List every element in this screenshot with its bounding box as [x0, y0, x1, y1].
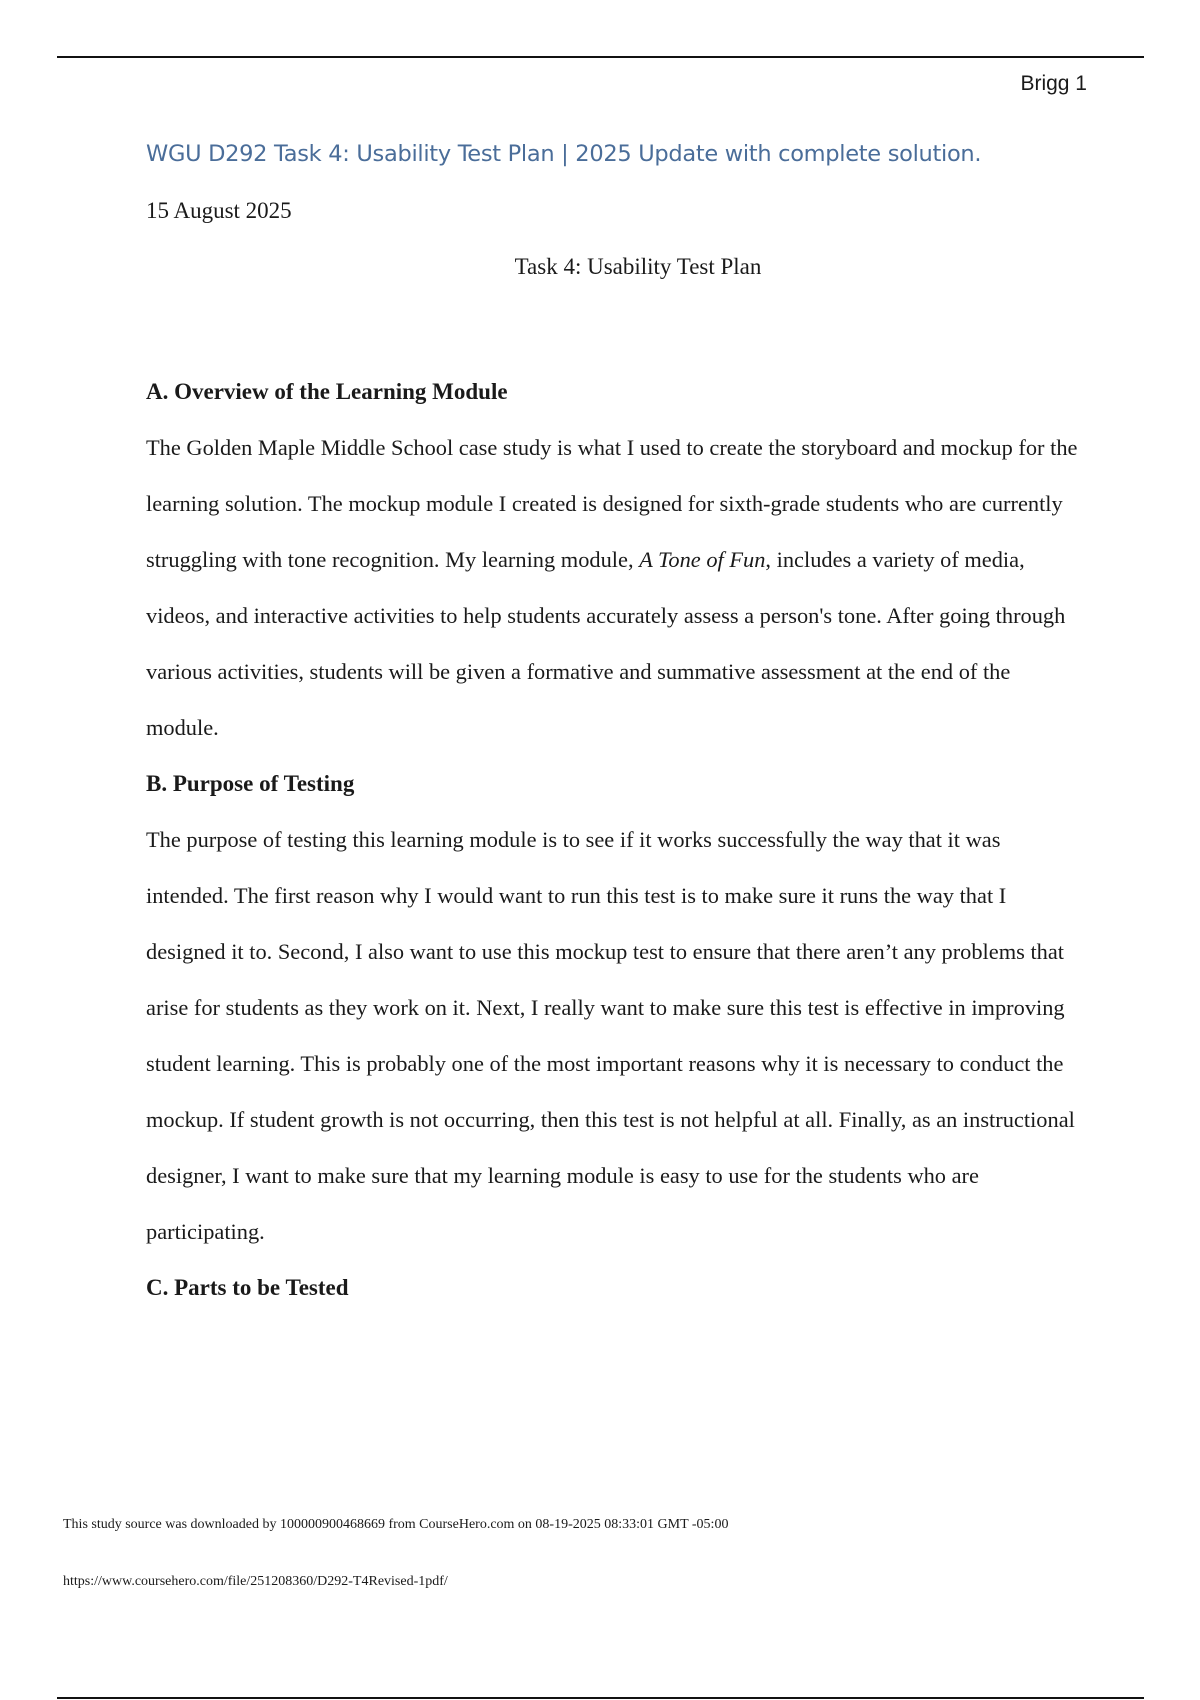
- top-rule: [57, 56, 1144, 58]
- section-heading-parts: C. Parts to be Tested: [146, 1275, 349, 1300]
- module-name: A Tone of Fun: [639, 547, 766, 572]
- page-header-label: Brigg 1: [1020, 72, 1087, 95]
- document-title: WGU D292 Task 4: Usability Test Plan | 2025 Update with complete solution.: [146, 141, 982, 167]
- section-heading-overview: A. Overview of the Learning Module: [146, 379, 508, 404]
- bottom-rule: [57, 1697, 1144, 1699]
- document-body: [146, 364, 1086, 1316]
- source-url: https://www.coursehero.com/file/251208360/D292-T4Revised-1pdf/: [63, 1574, 448, 1589]
- overview-text-after: , includes a variety of media, videos, and interactive activities to help students accurately assess a person's tone. After going through various activities, students will be given a formative and summative assessment at the end of the module.: [146, 547, 1066, 740]
- section-body-purpose: The purpose of testing this learning module is to see if it works successfully the way that it was intended. The first reason why I would want to run this test is to make sure it runs the way that I designed it to. Second, I also want to use this mockup test to ensure that there aren’t any problems that arise for students as they work on it. Next, I really want to make sure this test is effective in improving student learning. This is probably one of the most important reasons why it is necessary to conduct the mockup. If student growth is not occurring, then this test is not helpful at all. Finally, as an instructional designer, I want to make sure that my learning module is easy to use for the students who are participating.: [146, 827, 1075, 1244]
- download-source-note: This study source was downloaded by 100000900468669 from CourseHero.com on 08-19-2025 08:33:01 GMT -05:00: [63, 1517, 729, 1532]
- overview-text-before: The Golden Maple Middle School case study is what I used to create the storyboard and mockup for the learning solution. The mockup module I created is designed for sixth-grade students who are currently struggling with tone recognition. My learning module,: [146, 435, 1078, 572]
- section-body-overview: [146, 420, 1086, 756]
- document-date: 15 August 2025: [146, 198, 292, 223]
- document-subtitle: Task 4: Usability Test Plan: [514, 254, 762, 279]
- section-heading-purpose: B. Purpose of Testing: [146, 771, 355, 796]
